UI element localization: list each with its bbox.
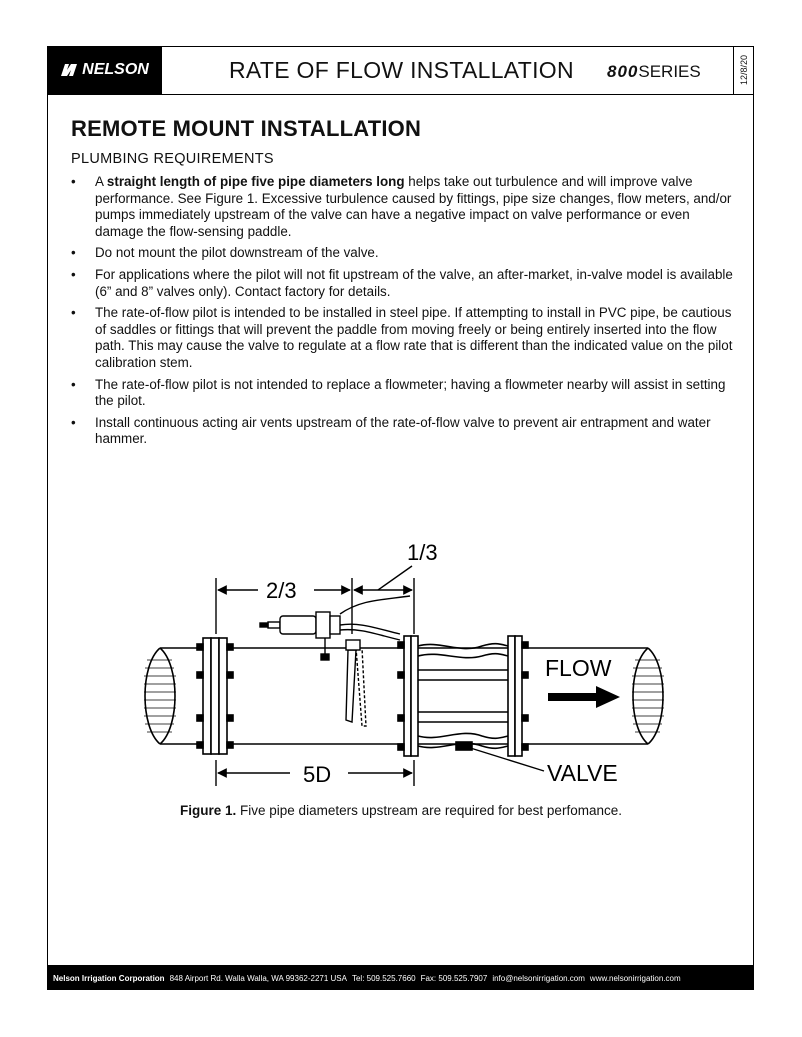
bullet-text: The rate-of-flow pilot is not intended to replace a flowmeter; having a flowmeter nearby will assist in setting the pilot.: [95, 376, 726, 409]
installation-diagram: [0, 530, 802, 790]
list-item: [71, 174, 733, 240]
footer-tel: Tel: 509.525.7660: [351, 973, 416, 983]
section-title: REMOTE MOUNT INSTALLATION: [71, 116, 422, 141]
list-item: [71, 415, 733, 448]
figure-caption: [0, 803, 802, 818]
list-item: [71, 377, 733, 410]
series-number: 800: [607, 62, 639, 81]
bullet-text: A: [95, 174, 107, 189]
flow-arrow-icon: [548, 686, 620, 708]
label-flow: FLOW: [545, 655, 612, 681]
bullet-bold-text: straight length of pipe five pipe diameters long: [106, 174, 405, 189]
bullet-text: The rate-of-flow pilot is intended to be installed in steel pipe. If attempting to install in PVC pipe, be cautious of saddles or fittings that will prevent the paddle from moving freely or being entirely inserted into the flow path. This may cause the valve to regulate at a flow rate that is different than the indicated value on the pilot calibration stem.: [95, 305, 733, 370]
bullet-text: For applications where the pilot will not fit upstream of the valve, an after-market, in-valve model is available (6” and 8” valves only). Contact factory for details.: [95, 266, 733, 299]
subsection-title: PLUMBING REQUIREMENTS: [71, 151, 274, 167]
nelson-logo-icon: [60, 63, 78, 77]
label-one-third: 1/3: [407, 540, 438, 565]
caption-label: Figure 1.: [180, 803, 237, 818]
logo-text: NELSON: [82, 61, 149, 78]
list-item: [71, 267, 733, 300]
requirements-list: [71, 174, 733, 453]
rate-of-flow-pilot: [260, 596, 410, 726]
nelson-logo: [47, 46, 162, 94]
bullet-text: helps take out turbulence and will improve valve performance. See Figure 1. Excessive turbulence caused by fittings, pipe size changes, flow meters, and/or pumps immediately upstream of the valve can have a negative impact on valve performance or even damage the flow-sensing paddle.: [95, 174, 732, 239]
list-item: [71, 245, 733, 262]
document-date: 12/8/20: [739, 54, 749, 86]
bullet-text: Install continuous acting air vents upstream of the rate-of-flow valve to prevent air entrapment and water hammer.: [95, 414, 711, 447]
rate-of-flow-valve: [398, 636, 528, 756]
date-tab: [733, 46, 754, 94]
valve-leader-line: [464, 746, 544, 771]
bullet-text: Do not mount the pilot downstream of the valve.: [95, 245, 379, 261]
series-word: SERIES: [638, 62, 701, 81]
label-five-d: 5D: [303, 762, 332, 787]
footer-corporation: Nelson Irrigation Corporation: [53, 973, 165, 983]
page-footer: [47, 966, 754, 990]
caption-text: Five pipe diameters upstream are required for best perfomance.: [236, 803, 622, 818]
series-label: [607, 62, 701, 82]
label-valve: VALVE: [547, 760, 618, 786]
label-two-thirds: 2/3: [266, 578, 297, 603]
footer-email[interactable]: info@nelsonirrigation.com: [492, 973, 585, 983]
list-item: [71, 305, 733, 371]
footer-website[interactable]: www.nelsonirrigation.com: [589, 973, 681, 983]
page-title: RATE OF FLOW INSTALLATION: [229, 57, 574, 83]
page-header: [47, 46, 754, 95]
footer-address: 848 Airport Rd. Walla Walla, WA 99362-2271 USA: [169, 973, 347, 983]
upstream-flange: [197, 638, 233, 754]
footer-fax: Fax: 509.525.7907: [420, 973, 488, 983]
